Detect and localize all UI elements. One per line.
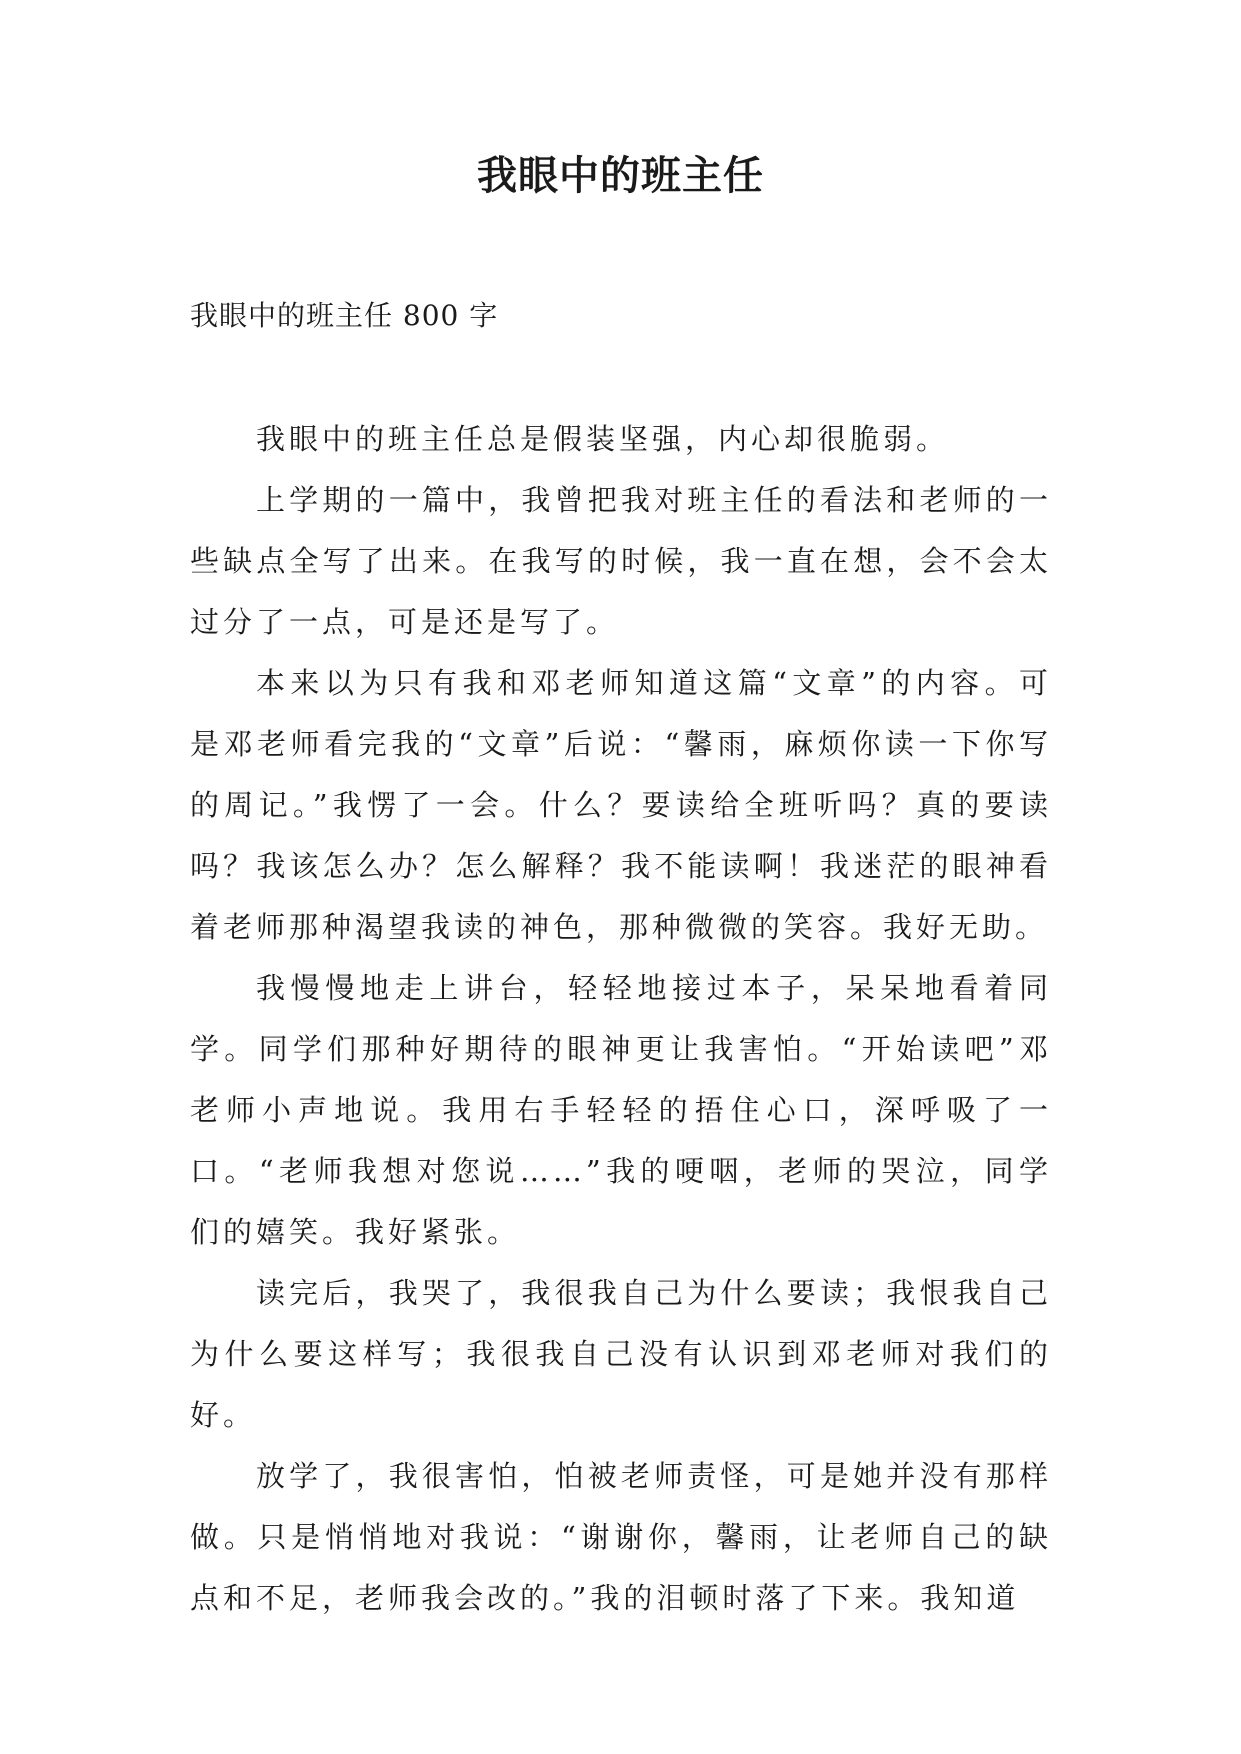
document-subtitle: 我眼中的班主任 800 字 (190, 299, 499, 332)
paragraph-2: 上学期的一篇中，我曾把我对班主任的看法和老师的一些缺点全写了出来。在我写的时候，我一直在想，会不会太过分了一点，可是还是写了。 (190, 483, 1052, 639)
paragraph-4: 我慢慢地走上讲台，轻轻地接过本子，呆呆地看着同学。同学们那种好期待的眼神更让我害怕。“开始读吧”邓老师小声地说。我用右手轻轻的捂住心口，深呼吸了一口。“老师我想对您说……”我的哽咽，老师的哭泣，同学们的嬉笑。我好紧张。 (190, 971, 1052, 1249)
document-body (190, 409, 1052, 1629)
paragraph-1: 我眼中的班主任总是假装坚强，内心却很脆弱。 (256, 422, 950, 456)
paragraph-5: 读完后，我哭了，我很我自己为什么要读；我恨我自己为什么要这样写；我很我自己没有认识到邓老师对我们的好。 (190, 1276, 1052, 1432)
document-title: 我眼中的班主任 (477, 152, 764, 199)
paragraph-6: 放学了，我很害怕，怕被老师责怪，可是她并没有那样做。只是悄悄地对我说：“谢谢你，馨雨，让老师自己的缺点和不足，老师我会改的。”我的泪顿时落了下来。我知道 (190, 1459, 1052, 1615)
paragraph-3: 本来以为只有我和邓老师知道这篇“文章”的内容。可是邓老师看完我的“文章”后说：“馨雨，麻烦你读一下你写的周记。”我愣了一会。什么？要读给全班听吗？真的要读吗？我该怎么办？怎么解释？我不能读啊！我迷茫的眼神看着老师那种渴望我读的神色，那种微微的笑容。我好无助。 (190, 666, 1052, 944)
